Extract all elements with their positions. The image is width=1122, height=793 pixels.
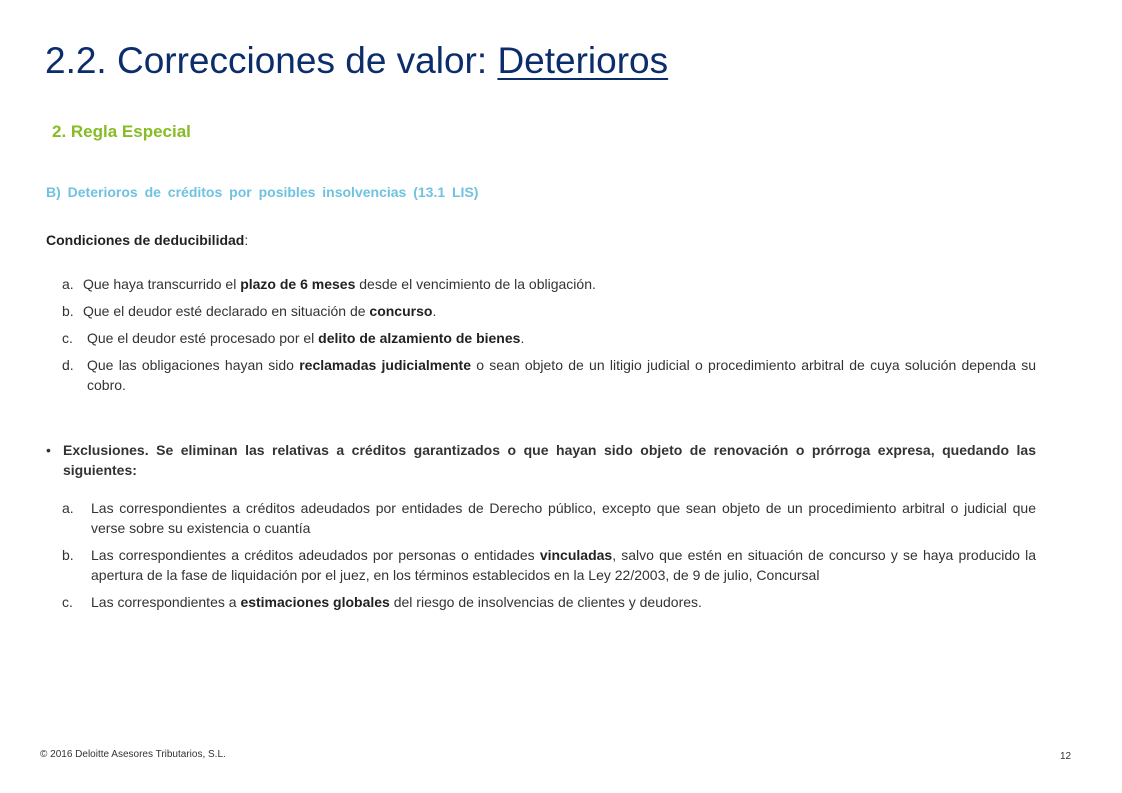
item-text: Que el deudor esté declarado en situación de: [83, 303, 370, 319]
item-bold-text: reclamadas judicialmente: [299, 357, 471, 373]
item-text: Las correspondientes a créditos adeudados por entidades de Derecho público, excepto que sean objeto de un procedimiento arbitral o judicial que verse sobre su existencia o cuantía: [91, 500, 1036, 536]
exclusions-list: [62, 498, 1036, 612]
item-text-end: desde el vencimiento de la obligación.: [355, 276, 596, 292]
list-marker: c.: [62, 330, 73, 346]
list-marker: c.: [62, 594, 73, 610]
exclusions-text: Exclusiones. Se eliminan las relativas a créditos garantizados o que hayan sido objeto de renovación o prórroga expresa, quedando las siguientes:: [63, 442, 1036, 478]
page-number: 12: [1060, 751, 1072, 762]
list-marker: d.: [62, 357, 74, 373]
slide-title-link[interactable]: Deterioros: [497, 40, 669, 81]
list-item: [62, 592, 1036, 612]
section-heading: B) Deterioros de créditos por posibles insolvencias (13.1 LIS): [46, 184, 479, 200]
list-item: [62, 301, 1036, 321]
list-marker: a.: [62, 276, 74, 292]
item-bold-text: plazo de 6 meses: [240, 276, 356, 292]
exclusions-bullet: [46, 440, 1036, 480]
item-text: Que el deudor esté procesado por el: [87, 330, 319, 346]
slide-title-prefix: 2.2. Correcciones de valor:: [45, 40, 498, 81]
slide-title: [45, 40, 668, 82]
item-bold-text: delito de alzamiento de bienes: [318, 330, 521, 346]
list-item: [62, 274, 1036, 294]
conditions-list: [62, 274, 1036, 395]
list-item: [62, 545, 1036, 585]
bullet-dot: •: [46, 442, 51, 458]
list-marker: b.: [62, 547, 74, 563]
conditions-heading-bold: Condiciones de deducibilidad: [46, 232, 245, 248]
item-text-end: , salvo que estén en situación de concurso y se haya producido la apertura de la fase de liquidación por el juez, en los términos establecidos en la Ley 22/2003, de 9 de julio, Concursal: [91, 547, 1037, 583]
item-bold-text: concurso: [369, 303, 433, 319]
list-marker: b.: [62, 303, 74, 319]
list-item: [62, 355, 1036, 395]
list-marker: a.: [62, 500, 74, 516]
item-text: Que haya transcurrido el: [83, 276, 241, 292]
item-text: Que las obligaciones hayan sido: [87, 357, 300, 373]
item-text-end: o sean objeto de un litigio judicial o procedimiento arbitral de cuya solución dependa su cobro.: [87, 357, 1037, 393]
conditions-heading-suffix: :: [244, 232, 249, 248]
item-bold-text: vinculadas: [539, 547, 613, 563]
item-text-end: .: [432, 303, 437, 319]
item-text: Las correspondientes a créditos adeudados por personas o entidades: [91, 547, 540, 563]
conditions-heading: [46, 232, 248, 248]
item-text-end: .: [520, 330, 525, 346]
item-text: Las correspondientes a: [91, 594, 241, 610]
item-bold-text: estimaciones globales: [240, 594, 390, 610]
footer-copyright: © 2016 Deloitte Asesores Tributarios, S.L.: [40, 749, 226, 760]
list-item: [62, 498, 1036, 538]
item-text-end: del riesgo de insolvencias de clientes y deudores.: [389, 594, 702, 610]
section-subtitle: 2. Regla Especial: [52, 122, 191, 141]
list-item: [62, 328, 1036, 348]
